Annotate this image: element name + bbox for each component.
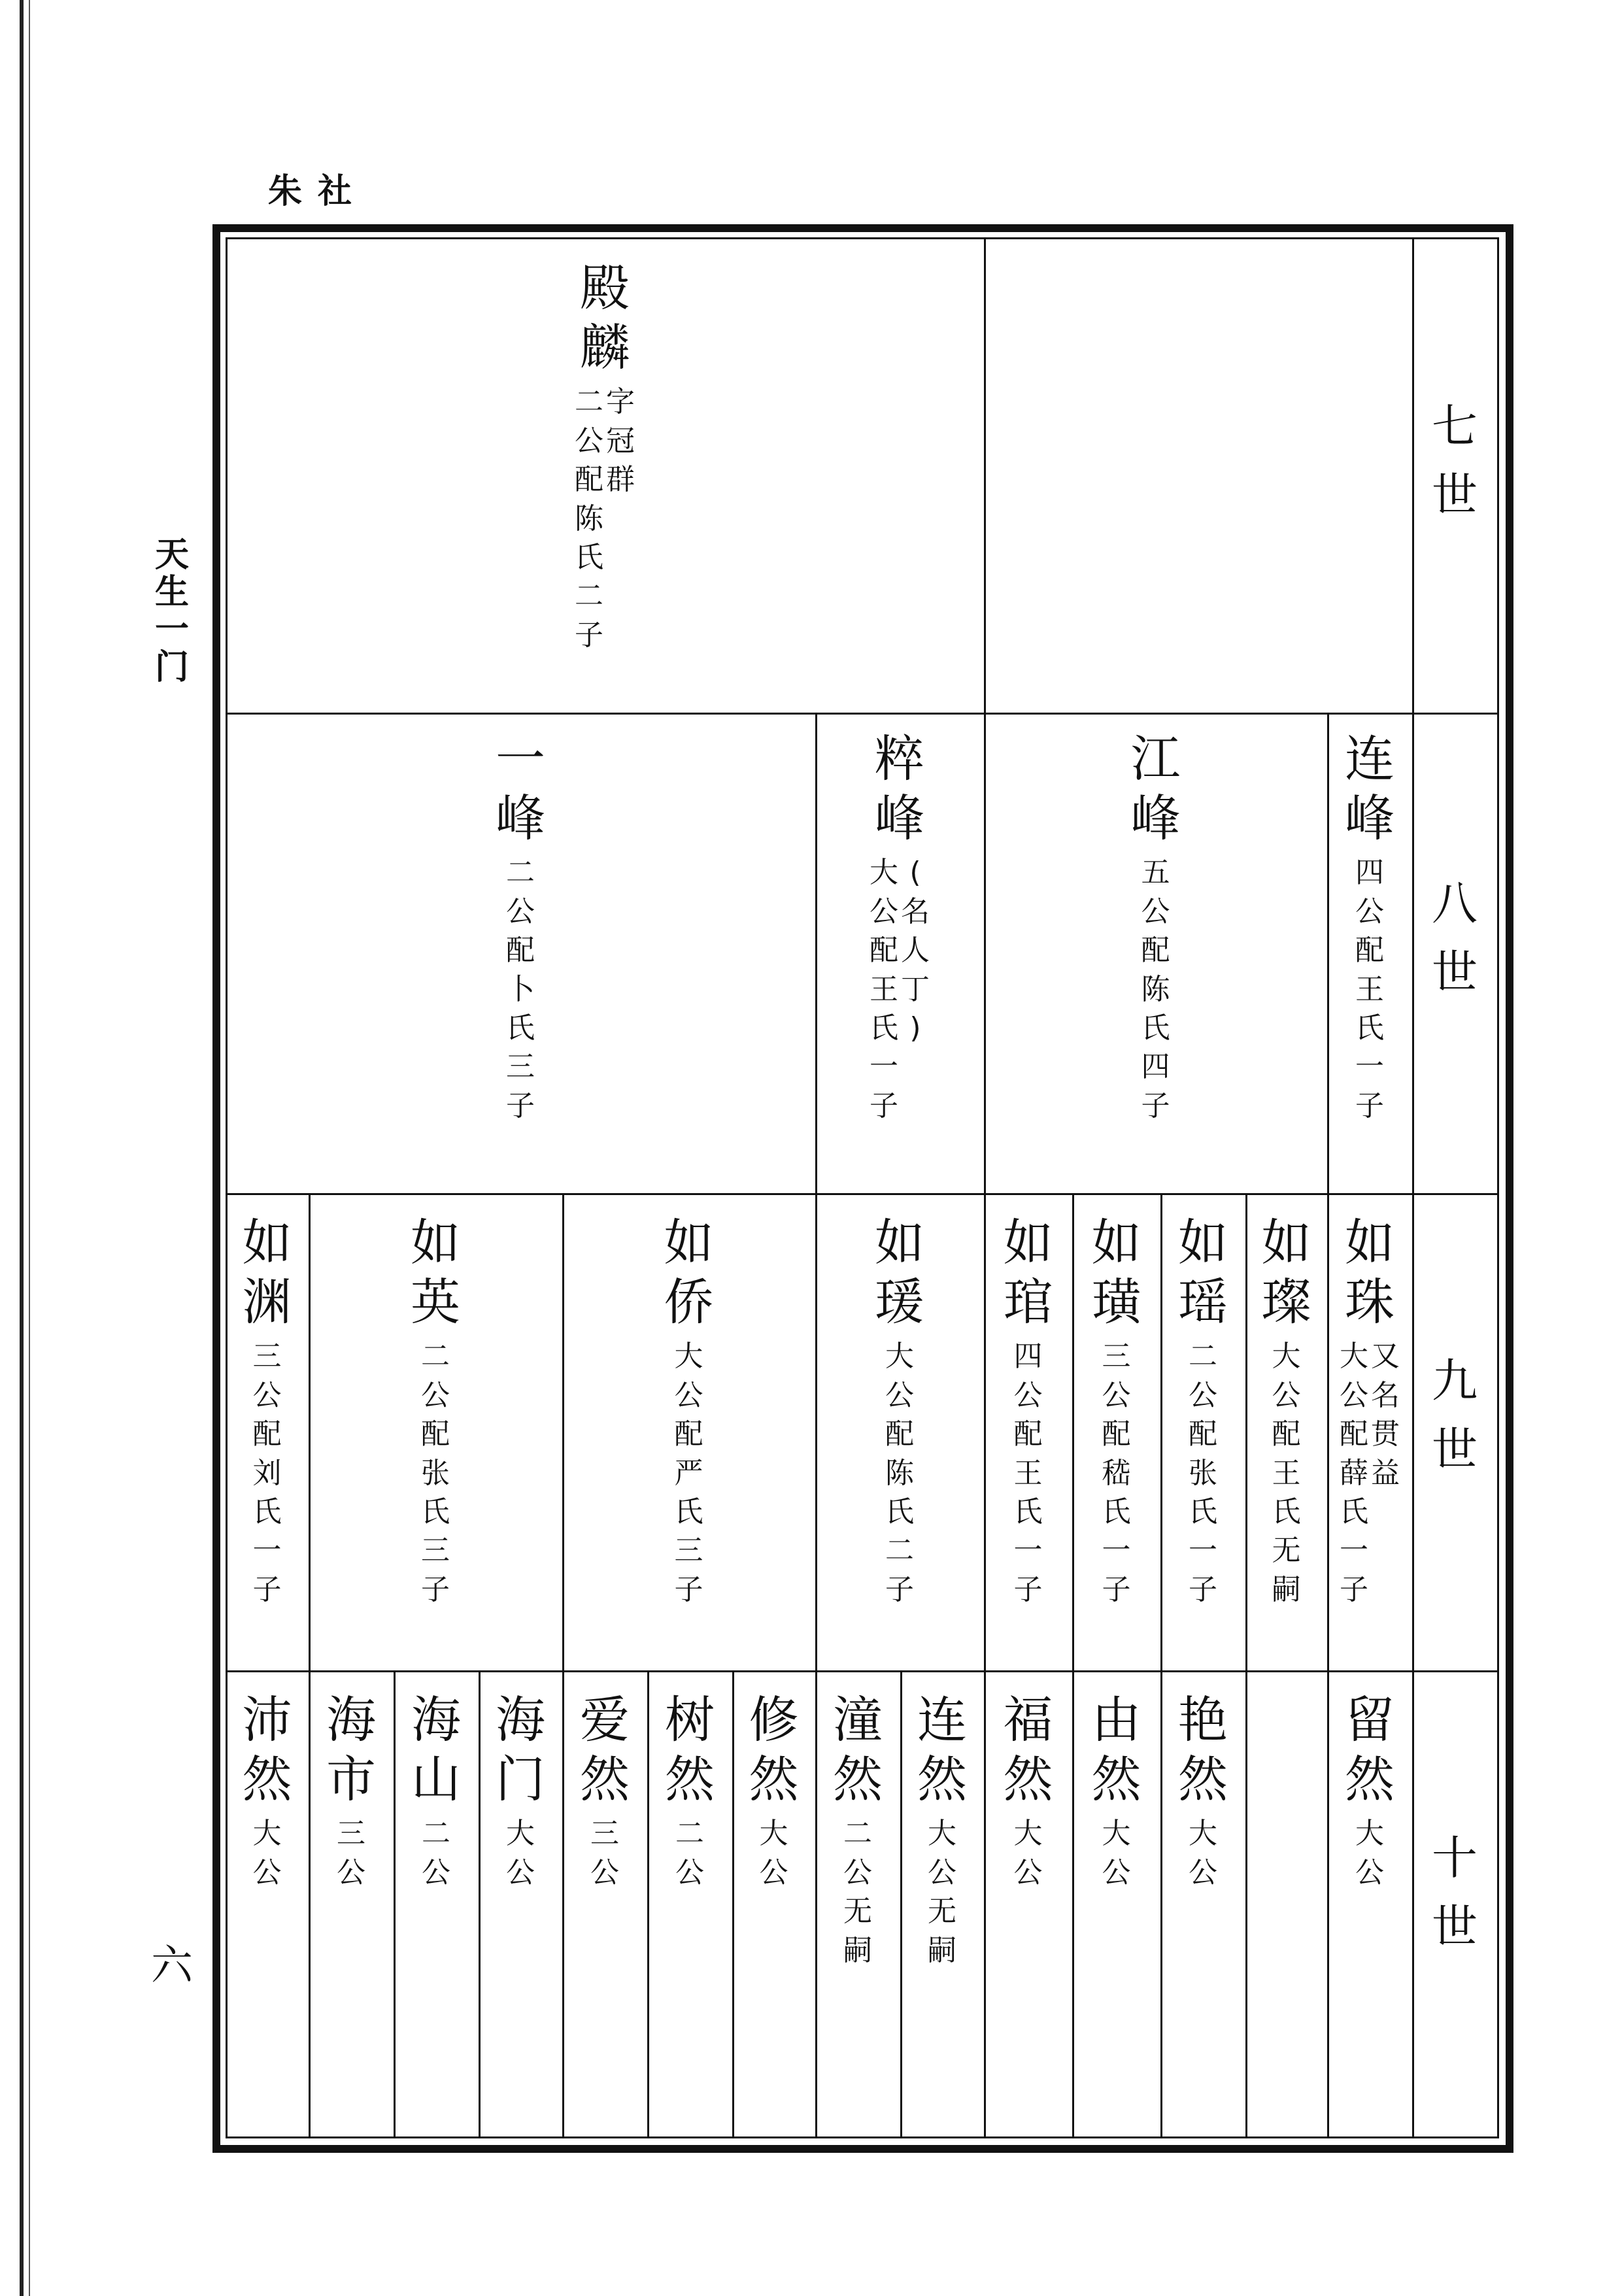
- member-notes: [1189, 1332, 1217, 1609]
- member-cell: [1072, 1690, 1160, 1892]
- member-cell: [226, 258, 984, 654]
- member-cell: [479, 1690, 562, 1892]
- member-name: 如 珠: [1345, 1213, 1394, 1332]
- member-cell: [394, 1690, 479, 1892]
- member-note: 大 公 配 王 氏 一 子: [870, 856, 898, 1123]
- member-name: 海 市: [326, 1691, 376, 1809]
- binding-line-thin: [29, 0, 30, 2296]
- member-notes: [421, 1332, 450, 1609]
- member-cell: [309, 1690, 394, 1892]
- member-note: 大 公: [252, 1817, 282, 1889]
- member-note: 又 名 贯 益: [1371, 1340, 1400, 1490]
- cell-divider: [1245, 1670, 1247, 2138]
- member-notes: [675, 1809, 704, 1892]
- member-note: 三 公: [590, 1817, 619, 1889]
- member-cell: [815, 1213, 984, 1609]
- member-cell: [815, 729, 984, 1125]
- member-cell: [984, 1213, 1072, 1609]
- member-notes: [1014, 1809, 1043, 1892]
- row-divider: [226, 713, 1499, 715]
- member-note: 大 公 配 陈 氏 二 子: [885, 1340, 914, 1606]
- generation-label: 十 世: [1432, 1831, 1478, 1953]
- member-note: 二 公: [422, 1817, 450, 1889]
- member-name: 如 英: [411, 1213, 460, 1332]
- member-name: 留 然: [1345, 1691, 1394, 1809]
- generation-label: 八 世: [1432, 877, 1478, 999]
- member-notes: [843, 1809, 872, 1970]
- member-cell: [226, 729, 815, 1125]
- member-name: 殿 麟: [580, 259, 630, 377]
- page-header: 朱社: [268, 171, 368, 211]
- member-note: 大 公: [1013, 1817, 1043, 1889]
- member-note: 三 公 配 刘 氏 一 子: [252, 1340, 282, 1606]
- member-cell: [1072, 1213, 1160, 1609]
- member-note: 三 公 配 嵇 氏 一 子: [1102, 1340, 1131, 1606]
- member-cell: [1245, 1213, 1327, 1609]
- member-name: 江 峰: [1130, 730, 1181, 848]
- generation-column-divider: [1412, 237, 1414, 2138]
- member-note: 字 冠 群: [606, 385, 635, 497]
- member-note: 大 公: [1355, 1817, 1384, 1889]
- member-notes: [1141, 848, 1170, 1125]
- member-note: ( 名 人 丁 ): [901, 856, 930, 1045]
- member-notes: [506, 848, 535, 1125]
- member-notes: [575, 377, 635, 654]
- row-divider: [226, 1193, 1499, 1195]
- member-notes: [253, 1332, 282, 1609]
- member-notes: [1189, 1809, 1217, 1892]
- member-note: 四 公 配 王 氏 一 子: [1355, 856, 1384, 1123]
- member-note: 大 公: [506, 1817, 535, 1889]
- member-notes: [928, 1809, 956, 1970]
- member-name: 海 门: [496, 1691, 545, 1809]
- member-name: 如 侨: [664, 1213, 714, 1332]
- member-name: 连 峰: [1345, 730, 1394, 848]
- member-note: 二 公: [675, 1817, 704, 1889]
- member-note: 大 公 配 王 氏 无 嗣: [1272, 1340, 1301, 1606]
- member-name: 艳 然: [1178, 1691, 1228, 1809]
- member-name: 如 瑶: [1178, 1213, 1228, 1332]
- member-name: 如 渊: [242, 1213, 292, 1332]
- member-note: 二 公 配 张 氏 三 子: [421, 1340, 450, 1606]
- member-notes: [1340, 1332, 1400, 1609]
- member-note: 三 公: [337, 1817, 365, 1889]
- member-name: 爱 然: [580, 1691, 630, 1809]
- member-note: 四 公 配 王 氏 一 子: [1013, 1340, 1043, 1606]
- member-cell: [815, 1690, 900, 1970]
- member-name: 如 璜: [1091, 1213, 1141, 1332]
- cell-divider: [984, 237, 986, 713]
- member-cell: [1327, 1690, 1412, 1892]
- member-cell: [226, 1690, 309, 1892]
- member-name: 粹 峰: [875, 730, 924, 848]
- member-name: 沛 然: [242, 1691, 292, 1809]
- binding-line: [20, 0, 24, 2296]
- member-note: 大 公: [759, 1817, 788, 1889]
- member-cell: [1160, 1690, 1245, 1892]
- member-note: 二 公 配 陈 氏 二 子: [575, 385, 603, 652]
- member-notes: [590, 1809, 619, 1892]
- side-title: 天生一门: [154, 535, 189, 687]
- member-notes: [760, 1809, 788, 1892]
- member-notes: [870, 848, 930, 1125]
- member-cell: [647, 1690, 732, 1892]
- member-cell: [226, 1213, 309, 1609]
- member-cell: [562, 1213, 815, 1609]
- member-cell: [309, 1213, 562, 1609]
- member-cell: [984, 1690, 1072, 1892]
- page-number: 六: [151, 1942, 193, 1990]
- generation-label: 九 世: [1432, 1354, 1478, 1476]
- member-note: 大 公 配 薛 氏 一 子: [1340, 1340, 1368, 1606]
- member-note: 二 公 无 嗣: [843, 1817, 872, 1967]
- member-cell: [900, 1690, 984, 1970]
- member-cell: [732, 1690, 815, 1892]
- row-divider: [226, 1670, 1499, 1672]
- member-name: 一 峰: [496, 730, 545, 848]
- member-name: 潼 然: [833, 1691, 883, 1809]
- member-note: 大 公: [1102, 1817, 1131, 1889]
- member-cell: [1327, 1213, 1412, 1609]
- member-name: 由 然: [1091, 1691, 1141, 1809]
- member-cell: [1160, 1213, 1245, 1609]
- member-notes: [253, 1809, 282, 1892]
- member-notes: [1272, 1332, 1301, 1609]
- member-notes: [422, 1809, 450, 1892]
- member-notes: [1014, 1332, 1043, 1609]
- member-name: 树 然: [665, 1691, 715, 1809]
- member-note: 大 公 配 严 氏 三 子: [674, 1340, 703, 1606]
- member-notes: [506, 1809, 535, 1892]
- generation-label: 七 世: [1432, 399, 1478, 522]
- member-notes: [1102, 1332, 1131, 1609]
- member-note: 大 公 无 嗣: [928, 1817, 956, 1967]
- member-note: 五 公 配 陈 氏 四 子: [1141, 856, 1170, 1123]
- member-name: 连 然: [917, 1691, 967, 1809]
- member-cell: [562, 1690, 647, 1892]
- member-notes: [1355, 848, 1384, 1125]
- member-note: 二 公 配 张 氏 一 子: [1189, 1340, 1217, 1606]
- member-notes: [337, 1809, 365, 1892]
- member-cell: [1327, 729, 1412, 1125]
- member-notes: [675, 1332, 703, 1609]
- member-name: 修 然: [749, 1691, 799, 1809]
- member-notes: [885, 1332, 914, 1609]
- member-name: 如 琯: [1003, 1213, 1053, 1332]
- member-note: 二 公 配 卜 氏 三 子: [506, 856, 535, 1123]
- member-name: 海 山: [411, 1691, 461, 1809]
- member-name: 如 璨: [1261, 1213, 1311, 1332]
- member-cell: [984, 729, 1327, 1125]
- member-notes: [1102, 1809, 1131, 1892]
- member-notes: [1355, 1809, 1384, 1892]
- member-note: 大 公: [1189, 1817, 1217, 1889]
- member-name: 福 然: [1003, 1691, 1053, 1809]
- member-name: 如 瑗: [875, 1213, 924, 1332]
